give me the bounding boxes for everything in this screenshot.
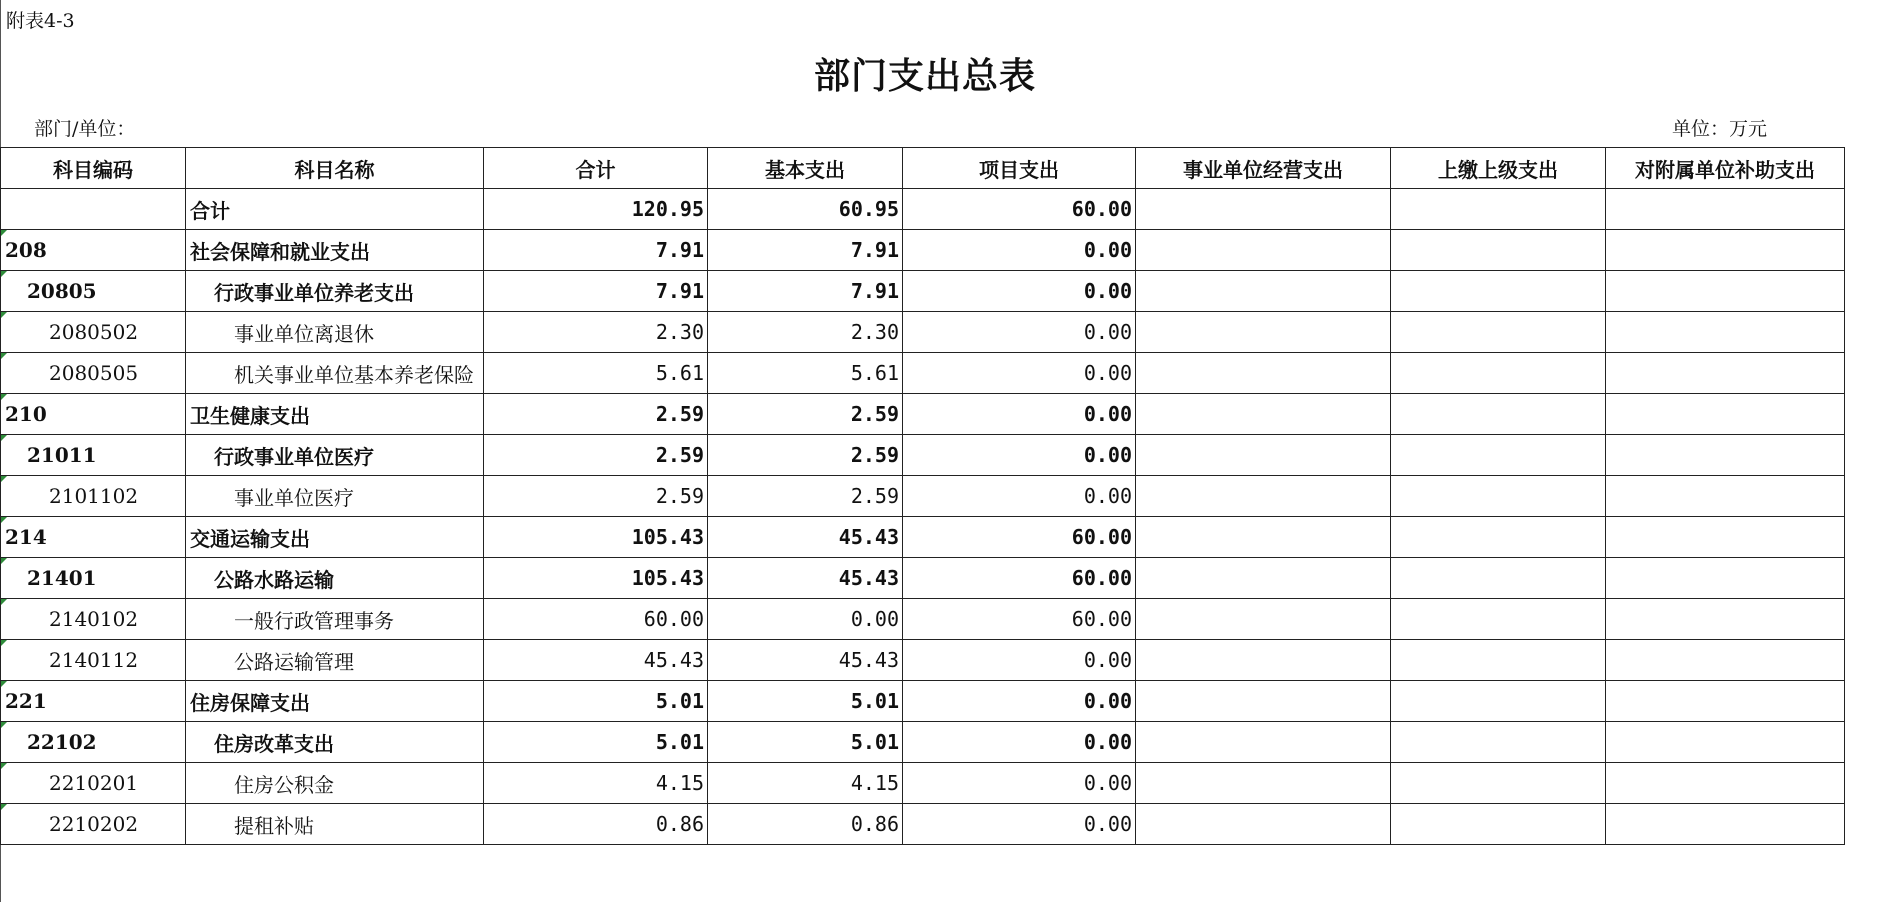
table-row [1,394,1845,435]
row-project-cell[interactable]: 60.00 [903,599,1136,640]
cell-marker [1,394,7,400]
row-project-cell[interactable]: 60.00 [903,558,1136,599]
row-operating-cell[interactable] [1136,394,1391,435]
row-total-cell[interactable]: 4.15 [484,763,708,804]
header-code[interactable]: 科目编码 [1,148,186,189]
row-subsidy-cell[interactable] [1606,435,1845,476]
table-row [1,476,1845,517]
row-name-cell[interactable]: 社会保障和就业支出 [186,230,484,271]
row-remit-cell[interactable] [1391,599,1606,640]
row-code-cell[interactable]: 21011 [1,435,186,476]
row-subsidy-cell[interactable] [1606,804,1845,845]
row-name-cell[interactable]: 住房公积金 [186,763,484,804]
table-row [1,230,1845,271]
row-operating-cell[interactable] [1136,681,1391,722]
row-basic-cell[interactable]: 5.01 [708,722,903,763]
row-total-cell[interactable]: 0.86 [484,804,708,845]
row-name-cell[interactable]: 卫生健康支出 [186,394,484,435]
row-name-cell[interactable]: 提租补贴 [186,804,484,845]
row-project-cell[interactable]: 0.00 [903,640,1136,681]
row-operating-cell[interactable] [1136,271,1391,312]
cell-marker [1,558,7,564]
row-remit-cell[interactable] [1391,230,1606,271]
cell-marker [1,681,7,687]
table-row [1,599,1845,640]
header-remit-superior[interactable]: 上缴上级支出 [1391,148,1606,189]
row-name-cell[interactable]: 合计 [186,189,484,230]
row-operating-cell[interactable] [1136,517,1391,558]
row-name-cell[interactable]: 公路运输管理 [186,640,484,681]
row-code-cell[interactable]: 21401 [1,558,186,599]
row-operating-cell[interactable] [1136,353,1391,394]
department-label: 部门/单位： [34,118,136,140]
row-project-cell[interactable]: 0.00 [903,681,1136,722]
row-operating-cell[interactable] [1136,476,1391,517]
row-basic-cell[interactable]: 2.59 [708,394,903,435]
row-name-cell[interactable]: 行政事业单位医疗 [186,435,484,476]
header-row [1,148,1845,189]
table-row [1,640,1845,681]
row-subsidy-cell[interactable] [1606,271,1845,312]
table-body [1,189,1845,845]
row-subsidy-cell[interactable] [1606,230,1845,271]
row-name-cell[interactable]: 交通运输支出 [186,517,484,558]
row-project-cell[interactable]: 0.00 [903,763,1136,804]
header-project[interactable]: 项目支出 [903,148,1136,189]
cell-marker [1,312,7,318]
unit-label: 单位：万元 [1672,118,1768,140]
row-remit-cell[interactable] [1391,476,1606,517]
row-basic-cell[interactable]: 45.43 [708,640,903,681]
row-subsidy-cell[interactable] [1606,558,1845,599]
table-row [1,722,1845,763]
row-code-cell[interactable]: 208 [1,230,186,271]
row-remit-cell[interactable] [1391,640,1606,681]
row-operating-cell[interactable] [1136,599,1391,640]
row-total-cell[interactable]: 120.95 [484,189,708,230]
expenditure-table [0,147,1845,845]
row-remit-cell[interactable] [1391,804,1606,845]
cell-marker [1,640,7,646]
row-basic-cell[interactable]: 2.59 [708,476,903,517]
row-name-cell[interactable]: 住房保障支出 [186,681,484,722]
table-row [1,312,1845,353]
row-basic-cell[interactable]: 45.43 [708,517,903,558]
cell-marker [1,517,7,523]
row-code-cell[interactable]: 2140102 [1,599,186,640]
row-code-cell[interactable] [1,189,186,230]
row-basic-cell[interactable]: 45.43 [708,558,903,599]
row-name-cell[interactable]: 公路水路运输 [186,558,484,599]
row-total-cell[interactable]: 5.01 [484,722,708,763]
row-subsidy-cell[interactable] [1606,681,1845,722]
row-total-cell[interactable]: 45.43 [484,640,708,681]
row-code-cell[interactable]: 2080502 [1,312,186,353]
row-name-cell[interactable]: 机关事业单位基本养老保险 [186,353,484,394]
row-name-cell[interactable]: 事业单位医疗 [186,476,484,517]
row-project-cell[interactable]: 0.00 [903,230,1136,271]
cell-marker [1,476,7,482]
row-operating-cell[interactable] [1136,804,1391,845]
row-remit-cell[interactable] [1391,722,1606,763]
row-operating-cell[interactable] [1136,312,1391,353]
row-basic-cell[interactable]: 60.95 [708,189,903,230]
row-subsidy-cell[interactable] [1606,640,1845,681]
row-subsidy-cell[interactable] [1606,312,1845,353]
row-code-cell[interactable]: 2210202 [1,804,186,845]
cell-marker [1,599,7,605]
row-operating-cell[interactable] [1136,558,1391,599]
row-code-cell[interactable]: 214 [1,517,186,558]
row-subsidy-cell[interactable] [1606,763,1845,804]
row-remit-cell[interactable] [1391,517,1606,558]
cell-marker [1,804,7,810]
row-remit-cell[interactable] [1391,681,1606,722]
table-row [1,271,1845,312]
row-basic-cell[interactable]: 7.91 [708,230,903,271]
row-name-cell[interactable]: 住房改革支出 [186,722,484,763]
row-total-cell[interactable]: 2.59 [484,476,708,517]
row-project-cell[interactable]: 0.00 [903,722,1136,763]
cell-marker [1,230,7,236]
row-subsidy-cell[interactable] [1606,517,1845,558]
row-remit-cell[interactable] [1391,394,1606,435]
row-basic-cell[interactable]: 5.61 [708,353,903,394]
cell-marker [1,763,7,769]
row-project-cell[interactable]: 0.00 [903,435,1136,476]
row-basic-cell[interactable]: 7.91 [708,271,903,312]
cell-marker [1,271,7,277]
row-project-cell[interactable]: 0.00 [903,271,1136,312]
cell-marker [1,435,7,441]
row-code-cell[interactable]: 20805 [1,271,186,312]
row-operating-cell[interactable] [1136,722,1391,763]
row-basic-cell[interactable]: 4.15 [708,763,903,804]
row-code-cell[interactable]: 2101102 [1,476,186,517]
header-name[interactable]: 科目名称 [186,148,484,189]
row-total-cell[interactable]: 105.43 [484,517,708,558]
row-code-cell[interactable]: 210 [1,394,186,435]
row-subsidy-cell[interactable] [1606,353,1845,394]
row-subsidy-cell[interactable] [1606,722,1845,763]
table-row [1,517,1845,558]
row-basic-cell[interactable]: 5.01 [708,681,903,722]
row-remit-cell[interactable] [1391,435,1606,476]
row-total-cell[interactable]: 7.91 [484,230,708,271]
row-remit-cell[interactable] [1391,353,1606,394]
row-code-cell[interactable]: 2210201 [1,763,186,804]
page-title: 部门支出总表 [813,55,1036,97]
row-name-cell[interactable]: 一般行政管理事务 [186,599,484,640]
header-total[interactable]: 合计 [484,148,708,189]
row-operating-cell[interactable] [1136,230,1391,271]
table-row [1,558,1845,599]
row-remit-cell[interactable] [1391,312,1606,353]
row-total-cell[interactable]: 105.43 [484,558,708,599]
row-operating-cell[interactable] [1136,189,1391,230]
row-project-cell[interactable]: 60.00 [903,189,1136,230]
row-subsidy-cell[interactable] [1606,599,1845,640]
table-row [1,804,1845,845]
table-row [1,189,1845,230]
row-total-cell[interactable]: 60.00 [484,599,708,640]
row-total-cell[interactable]: 2.59 [484,394,708,435]
cell-marker [1,353,7,359]
attachment-label: 附表4-3 [6,10,75,32]
row-remit-cell[interactable] [1391,763,1606,804]
row-basic-cell[interactable]: 0.00 [708,599,903,640]
row-total-cell[interactable]: 5.61 [484,353,708,394]
row-remit-cell[interactable] [1391,558,1606,599]
row-basic-cell[interactable]: 2.30 [708,312,903,353]
row-project-cell[interactable]: 0.00 [903,312,1136,353]
header-basic[interactable]: 基本支出 [708,148,903,189]
row-operating-cell[interactable] [1136,640,1391,681]
row-remit-cell[interactable] [1391,271,1606,312]
row-name-cell[interactable]: 事业单位离退休 [186,312,484,353]
row-total-cell[interactable]: 2.59 [484,435,708,476]
row-basic-cell[interactable]: 2.59 [708,435,903,476]
table-row [1,435,1845,476]
row-total-cell[interactable]: 2.30 [484,312,708,353]
row-project-cell[interactable]: 0.00 [903,394,1136,435]
row-code-cell[interactable]: 221 [1,681,186,722]
cell-marker [1,722,7,728]
row-project-cell[interactable]: 0.00 [903,804,1136,845]
row-subsidy-cell[interactable] [1606,189,1845,230]
row-basic-cell[interactable]: 0.86 [708,804,903,845]
table-row [1,681,1845,722]
row-code-cell[interactable]: 2080505 [1,353,186,394]
row-operating-cell[interactable] [1136,763,1391,804]
row-total-cell[interactable]: 5.01 [484,681,708,722]
row-operating-cell[interactable] [1136,435,1391,476]
row-code-cell[interactable]: 2140112 [1,640,186,681]
row-project-cell[interactable]: 0.00 [903,476,1136,517]
header-subsidy-affiliated[interactable]: 对附属单位补助支出 [1606,148,1845,189]
row-remit-cell[interactable] [1391,189,1606,230]
row-name-cell[interactable]: 行政事业单位养老支出 [186,271,484,312]
row-subsidy-cell[interactable] [1606,476,1845,517]
table-row [1,353,1845,394]
row-project-cell[interactable]: 60.00 [903,517,1136,558]
table-row [1,763,1845,804]
row-total-cell[interactable]: 7.91 [484,271,708,312]
header-operating[interactable]: 事业单位经营支出 [1136,148,1391,189]
row-project-cell[interactable]: 0.00 [903,353,1136,394]
row-code-cell[interactable]: 22102 [1,722,186,763]
row-subsidy-cell[interactable] [1606,394,1845,435]
